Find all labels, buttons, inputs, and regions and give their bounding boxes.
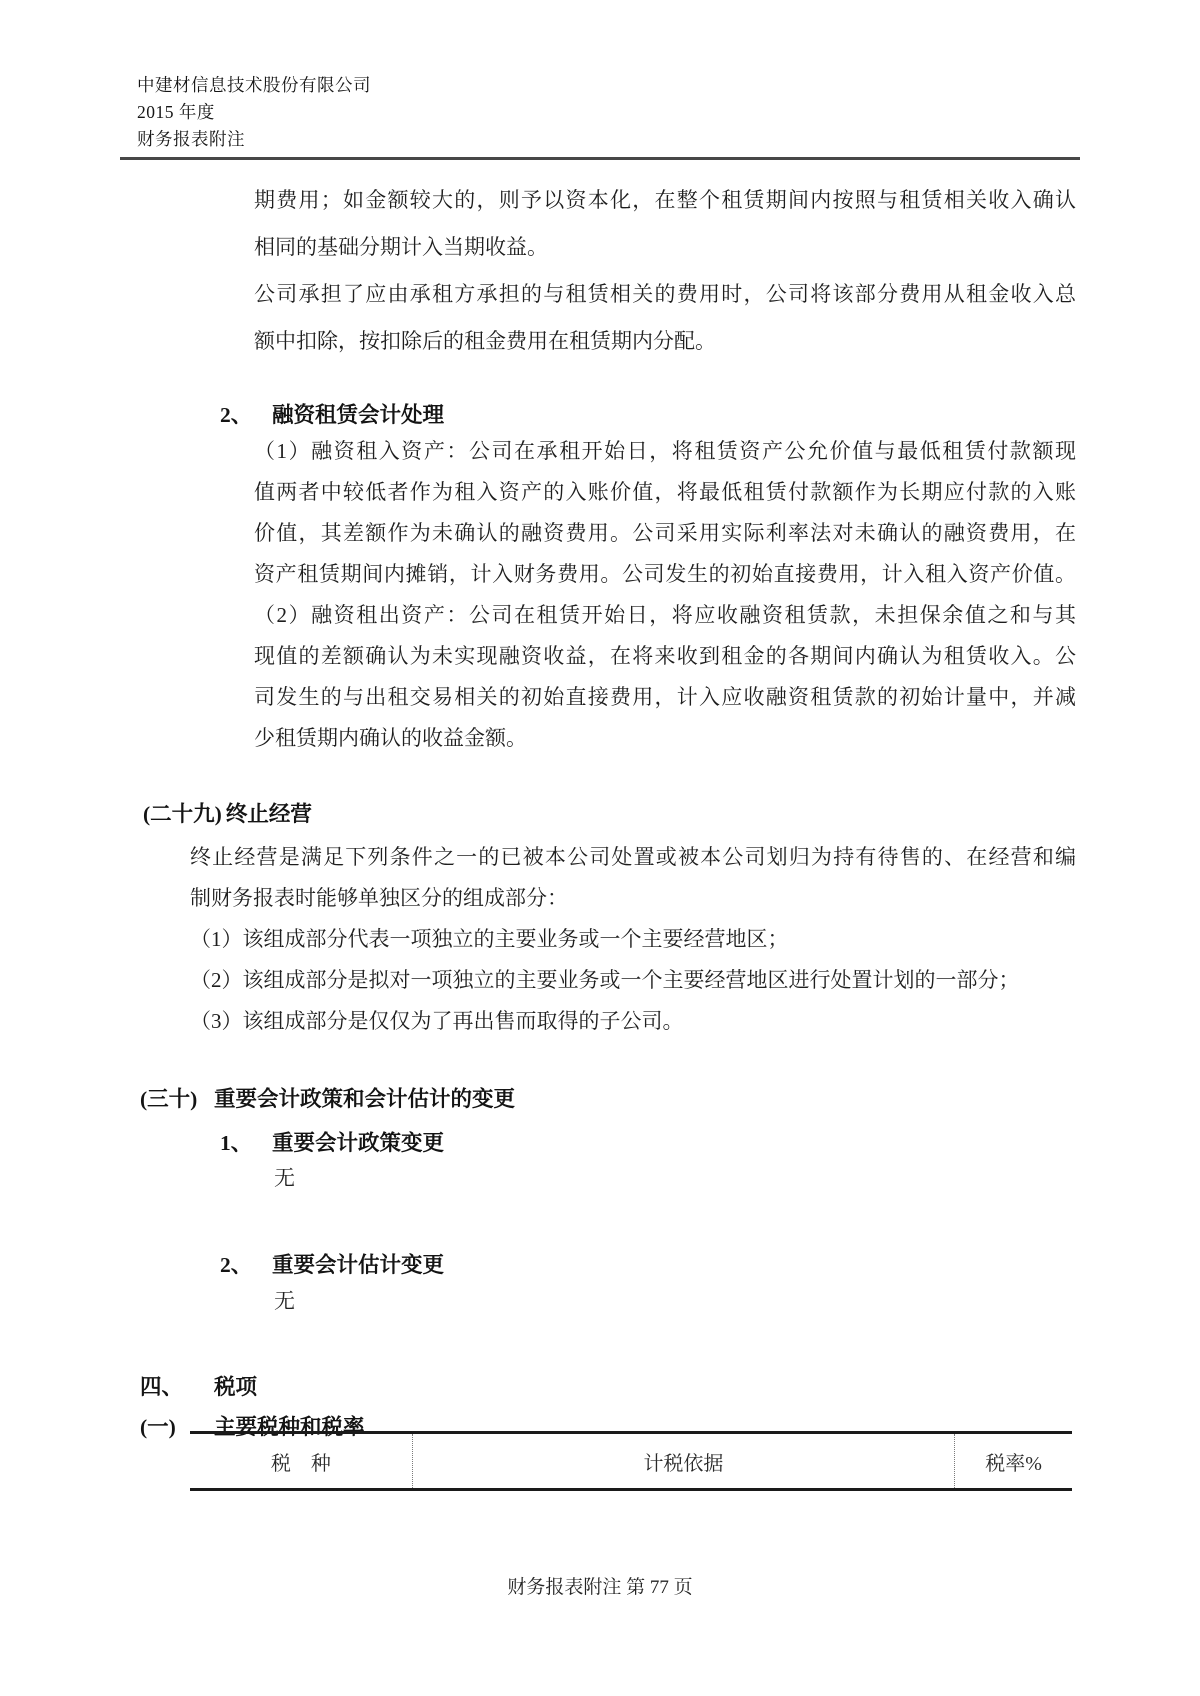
paragraph-line: 公司承担了应由承租方承担的与租赁相关的费用时，公司将该部分费用从租金收入总 <box>254 282 1076 306</box>
paragraph-line: （3）该组成部分是仅仅为了再出售而取得的子公司。 <box>190 1009 684 1033</box>
heading-discontinued-operations <box>143 797 312 828</box>
doc-title: 财务报表附注 <box>137 129 245 149</box>
section-label: (一) <box>140 1415 176 1439</box>
paragraph-line: 期费用；如金额较大的，则予以资本化，在整个租赁期间内按照与租赁相关收入确认 <box>254 188 1076 212</box>
paragraph-line: （1）融资租入资产：公司在承租开始日，将租赁资产公允价值与最低租赁付款额现 <box>254 439 1076 463</box>
heading-title: 终止经营 <box>225 802 312 826</box>
table-header-tax-basis: 计税依据 <box>412 1434 954 1488</box>
section-label: (三十) <box>140 1087 198 1111</box>
paragraph-line: 现值的差额确认为未实现融资收益，在将来收到租金的各期间内确认为租赁收入。公 <box>254 644 1076 668</box>
heading-finance-lease <box>220 398 444 429</box>
page-header <box>137 72 371 153</box>
paragraph-line: 资产租赁期间内摊销，计入财务费用。公司发生的初始直接费用，计入租入资产价值。 <box>254 562 1076 586</box>
heading-policy-changes <box>140 1082 515 1113</box>
paragraph-line: 少租赁期内确认的收益金额。 <box>254 726 527 750</box>
heading-title: 融资租赁会计处理 <box>272 403 445 427</box>
paragraph-line: 制财务报表时能够单独区分的组成部分： <box>190 886 568 910</box>
page-footer: 财务报表附注 第 77 页 <box>507 1577 693 1598</box>
heading-title: 重要会计政策和会计估计的变更 <box>214 1087 516 1111</box>
table-header-tax-rate: 税率% <box>954 1434 1072 1488</box>
paragraph-line: （2）融资租出资产：公司在租赁开始日，将应收融资租赁款，未担保余值之和与其 <box>254 603 1076 627</box>
discontinued-paragraphs <box>190 837 1076 1042</box>
paragraph-line: 相同的基础分期计入当期收益。 <box>254 235 548 259</box>
company-name: 中建材信息技术股份有限公司 <box>137 75 371 95</box>
paragraph-line: 额中扣除，按扣除后的租金费用在租赁期内分配。 <box>254 329 716 353</box>
paragraph-line: 值两者中较低者作为租入资产的入账价值，将最低租赁付款额作为长期应付款的入账 <box>254 480 1076 504</box>
heading-title: 税项 <box>214 1375 258 1399</box>
paragraph-line: （2）该组成部分是拟对一项独立的主要业务或一个主要经营地区进行处置计划的一部分； <box>190 968 1020 992</box>
section-label: (二十九) <box>143 802 222 826</box>
heading-policy-change-2 <box>220 1248 444 1279</box>
heading-title: 重要会计政策变更 <box>272 1131 445 1155</box>
intro-paragraphs <box>254 177 1076 365</box>
heading-policy-change-1 <box>220 1126 444 1157</box>
table-header-tax-type: 税 种 <box>270 1452 331 1475</box>
paragraph-line: 司发生的与出租交易相关的初始直接费用，计入应收融资租赁款的初始计量中，并减 <box>254 685 1076 709</box>
heading-number: 四、 <box>140 1375 184 1399</box>
heading-title: 主要税种和税率 <box>214 1415 365 1439</box>
paragraph-line: 终止经营是满足下列条件之一的已被本公司处置或被本公司划归为持有待售的、在经营和编 <box>190 845 1076 869</box>
heading-number: 2、 <box>220 1253 253 1277</box>
header-rule <box>120 157 1080 160</box>
heading-number: 2、 <box>220 403 253 427</box>
paragraph-line: （1）该组成部分代表一项独立的主要业务或一个主要经营地区； <box>190 927 789 951</box>
heading-title: 重要会计估计变更 <box>272 1253 445 1277</box>
report-period: 2015 年度 <box>137 102 215 122</box>
policy-change-1-content: 无 <box>274 1166 295 1190</box>
paragraph-line: 价值，其差额作为未确认的融资费用。公司采用实际利率法对未确认的融资费用，在 <box>254 521 1076 545</box>
policy-change-2-content: 无 <box>274 1289 295 1313</box>
heading-number: 1、 <box>220 1131 253 1155</box>
tax-table <box>190 1431 1072 1491</box>
heading-tax <box>140 1370 257 1401</box>
finance-lease-paragraphs <box>254 431 1076 759</box>
